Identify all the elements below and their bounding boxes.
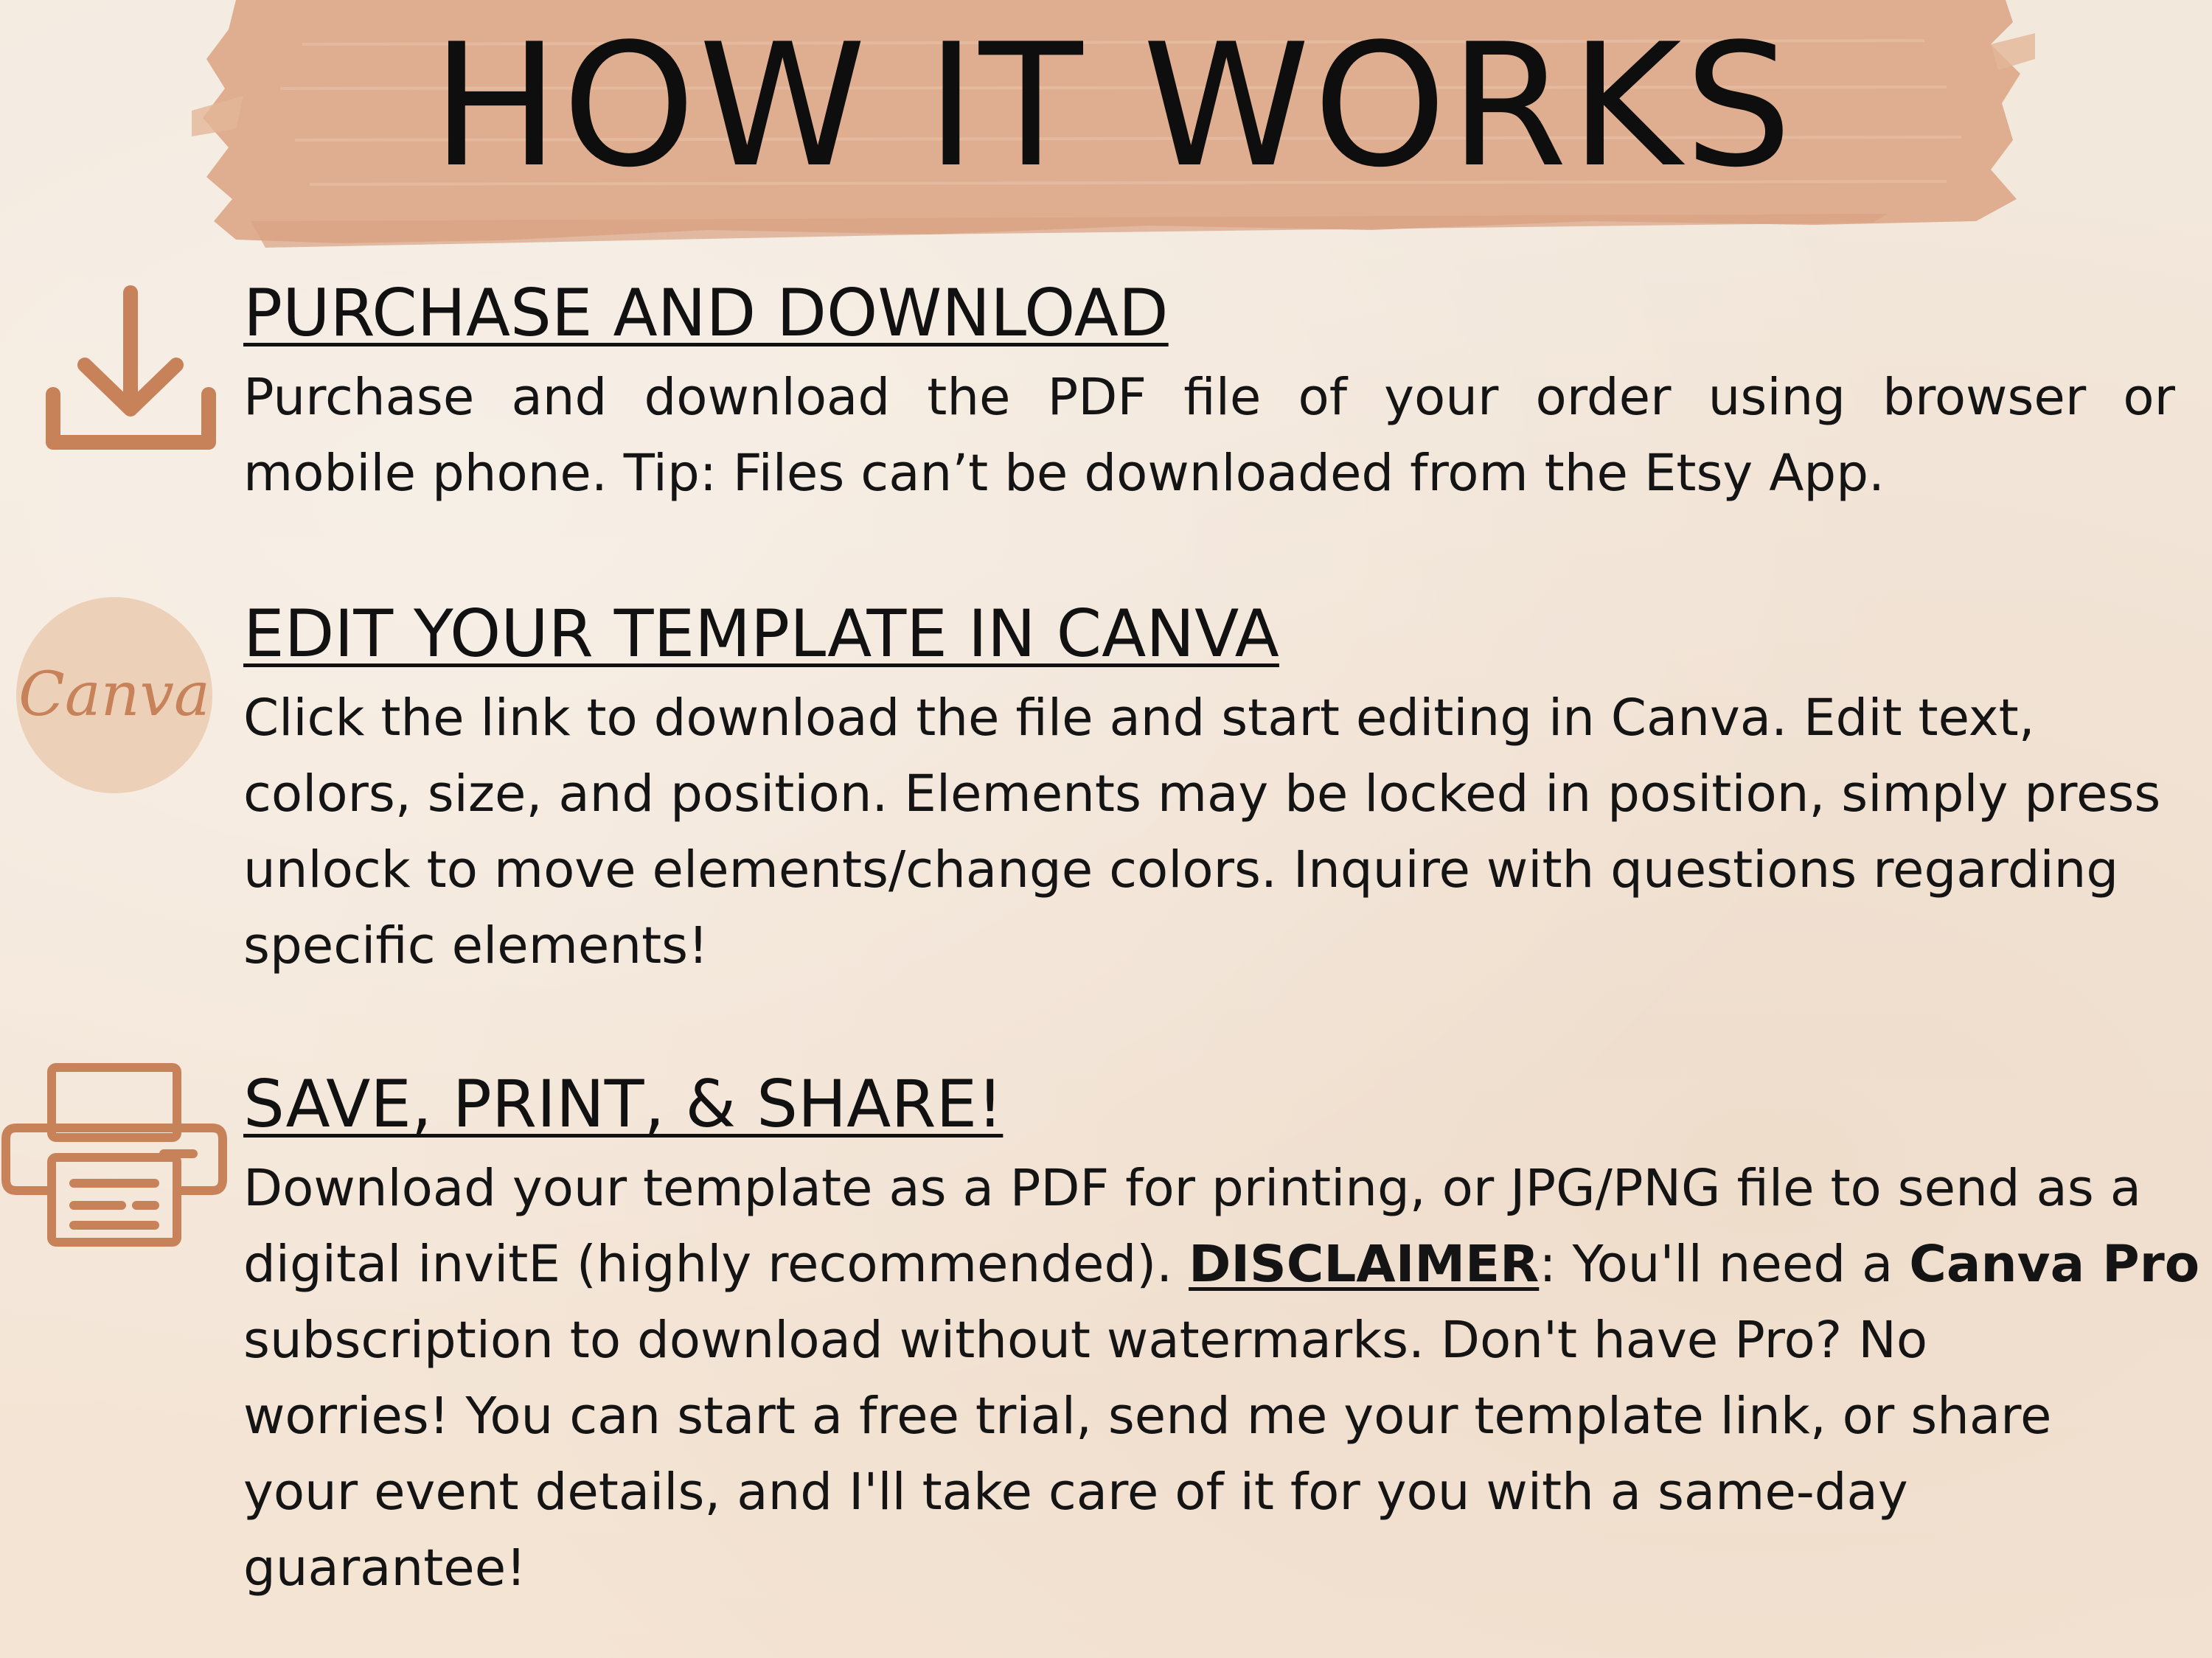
body-line: your event details, and I'll take care of it for you with a same-day [243, 1463, 1908, 1522]
page-title: HOW IT WORKS [431, 8, 1795, 205]
body-line: colors, size, and position. Elements may be locked in position, simply press [243, 764, 2161, 823]
body-line [243, 1227, 2200, 1303]
section-body [243, 680, 2175, 984]
body-line: Click the link to download the file and start editing in Canva. Edit text, [243, 689, 2035, 748]
body-line: mobile phone. Tip: Files can’t be downloaded from the Etsy App. [243, 444, 1885, 503]
canva-pro-label: Canva Pro [1909, 1235, 2200, 1294]
section-heading: PURCHASE AND DOWNLOAD [243, 275, 1169, 351]
body-text: : You'll need a [1539, 1235, 1910, 1294]
section-heading: SAVE, PRINT, & SHARE! [243, 1066, 1004, 1142]
body-line: specific elements! [243, 916, 709, 975]
body-line: unlock to move elements/change colors. Inquire with questions regarding [243, 840, 2119, 899]
section-body [243, 360, 2175, 512]
body-text: digital invitE (highly recommended). [243, 1235, 1189, 1294]
canva-logo-text: Canva [18, 660, 210, 730]
body-line: guarantee! [243, 1539, 526, 1598]
section-purchase-download [243, 273, 2175, 512]
body-line: Download your template as a PDF for printing, or JPG/PNG file to send as a [243, 1159, 2141, 1218]
body-line: Purchase and download the PDF file of your order using browser or [243, 368, 2175, 427]
section-body [243, 1151, 2200, 1606]
section-edit-canva [243, 593, 2175, 984]
section-heading: EDIT YOUR TEMPLATE IN CANVA [243, 596, 1279, 672]
printer-icon [0, 1062, 229, 1250]
section-save-print-share [243, 1064, 2200, 1606]
canva-logo [15, 596, 214, 795]
download-icon [44, 284, 218, 453]
body-line: worries! You can start a free trial, send me your template link, or share [243, 1387, 2052, 1446]
body-line: subscription to download without watermarks. Don't have Pro? No [243, 1311, 1928, 1370]
disclaimer-label: DISCLAIMER [1189, 1235, 1540, 1294]
